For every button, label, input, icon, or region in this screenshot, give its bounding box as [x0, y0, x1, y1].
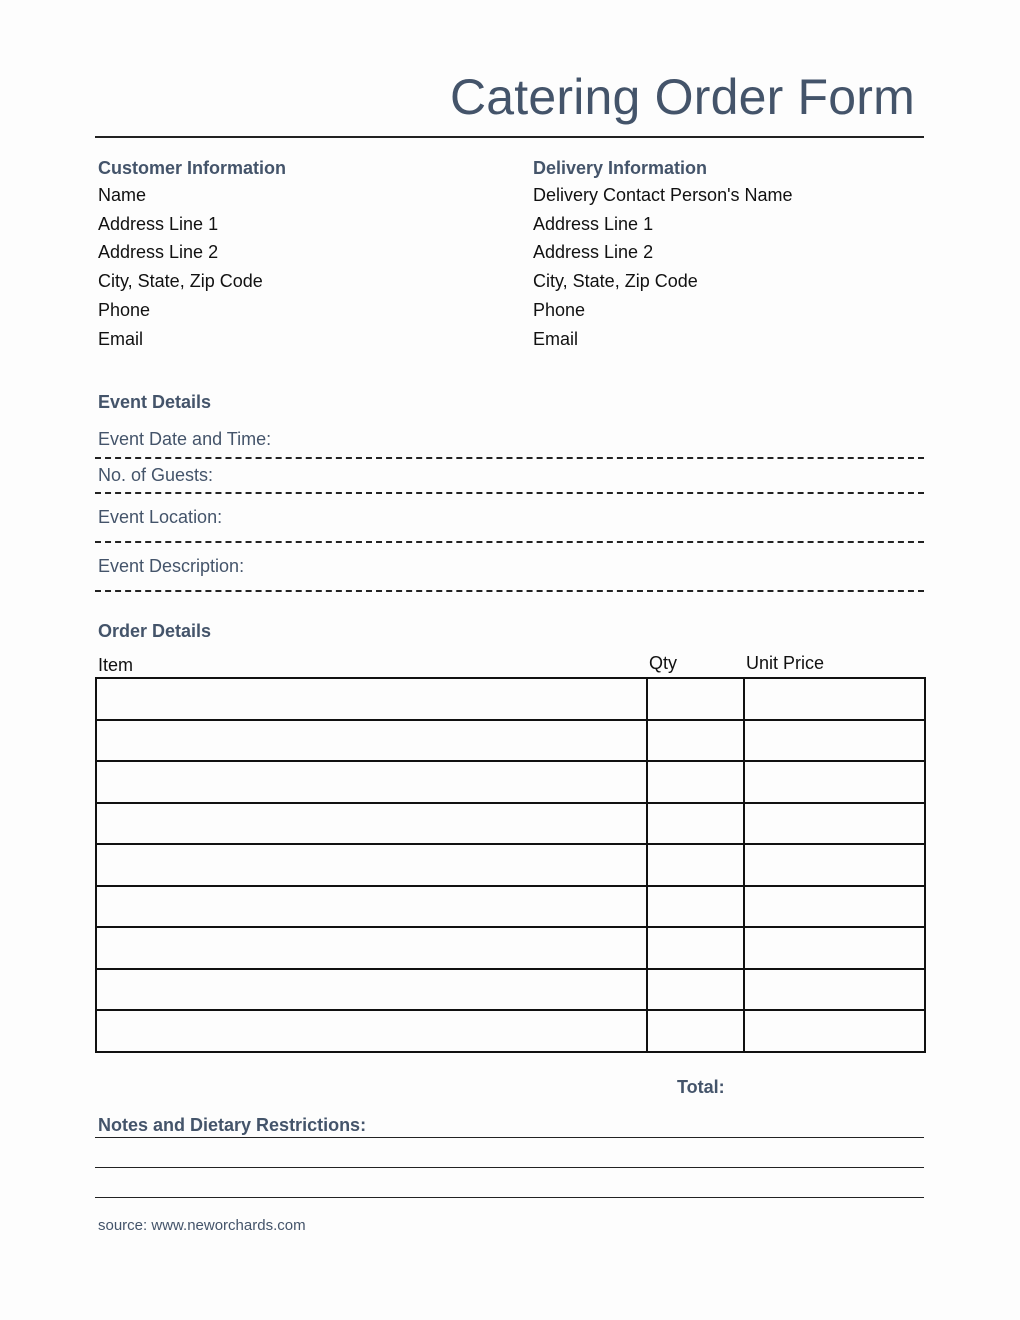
unit-price-cell[interactable] — [744, 678, 925, 720]
notes-line-1[interactable] — [95, 1137, 924, 1138]
table-row — [96, 969, 925, 1011]
notes-line-2[interactable] — [95, 1167, 924, 1168]
table-row — [96, 844, 925, 886]
item-cell[interactable] — [96, 927, 647, 969]
qty-cell[interactable] — [647, 678, 744, 720]
item-cell[interactable] — [96, 761, 647, 803]
qty-cell[interactable] — [647, 761, 744, 803]
event-details-heading: Event Details — [98, 392, 212, 412]
delivery-contact-field[interactable]: Delivery Contact Person's Name — [533, 185, 793, 205]
item-cell[interactable] — [96, 678, 647, 720]
customer-name-field[interactable]: Name — [98, 185, 147, 205]
delivery-city-field[interactable]: City, State, Zip Code — [533, 271, 698, 291]
qty-column-header: Qty — [649, 653, 678, 673]
qty-cell[interactable] — [647, 720, 744, 762]
unit-price-cell[interactable] — [744, 720, 925, 762]
event-location-field[interactable]: Event Location: — [98, 507, 223, 527]
guest-count-field[interactable]: No. of Guests: — [98, 465, 214, 485]
guest-count-line — [95, 492, 924, 494]
table-row — [96, 927, 925, 969]
item-cell[interactable] — [96, 844, 647, 886]
unit-price-cell[interactable] — [744, 927, 925, 969]
order-details-heading: Order Details — [98, 621, 212, 641]
form-title: Catering Order Form — [449, 69, 915, 125]
unit-price-cell[interactable] — [744, 761, 925, 803]
notes-heading: Notes and Dietary Restrictions: — [98, 1115, 367, 1135]
customer-phone-field[interactable]: Phone — [98, 300, 151, 320]
notes-line-3[interactable] — [95, 1197, 924, 1198]
table-row — [96, 720, 925, 762]
table-row — [96, 803, 925, 845]
table-row — [96, 886, 925, 928]
unit-price-cell[interactable] — [744, 803, 925, 845]
event-location-line — [95, 541, 924, 543]
total-label: Total: — [677, 1077, 725, 1097]
item-column-header: Item — [98, 655, 134, 675]
qty-cell[interactable] — [647, 927, 744, 969]
delivery-address1-field[interactable]: Address Line 1 — [533, 214, 654, 234]
unit-price-cell[interactable] — [744, 844, 925, 886]
customer-address1-field[interactable]: Address Line 1 — [98, 214, 219, 234]
source-credit: source: www.neworchards.com — [98, 1217, 306, 1234]
item-cell[interactable] — [96, 720, 647, 762]
table-row — [96, 678, 925, 720]
delivery-address2-field[interactable]: Address Line 2 — [533, 242, 654, 262]
unit-price-cell[interactable] — [744, 886, 925, 928]
qty-cell[interactable] — [647, 803, 744, 845]
qty-cell[interactable] — [647, 844, 744, 886]
delivery-phone-field[interactable]: Phone — [533, 300, 586, 320]
table-row — [96, 761, 925, 803]
qty-cell[interactable] — [647, 969, 744, 1011]
item-cell[interactable] — [96, 803, 647, 845]
item-cell[interactable] — [96, 969, 647, 1011]
customer-city-field[interactable]: City, State, Zip Code — [98, 271, 263, 291]
event-date-time-line — [95, 457, 924, 459]
item-cell[interactable] — [96, 1010, 647, 1052]
qty-cell[interactable] — [647, 1010, 744, 1052]
unit-price-cell[interactable] — [744, 969, 925, 1011]
unit-price-cell[interactable] — [744, 1010, 925, 1052]
customer-info-heading: Customer Information — [98, 158, 287, 178]
event-description-line — [95, 590, 924, 592]
table-row — [96, 1010, 925, 1052]
customer-email-field[interactable]: Email — [98, 329, 144, 349]
unit-price-column-header: Unit Price — [746, 653, 825, 673]
item-cell[interactable] — [96, 886, 647, 928]
order-items-table — [95, 677, 926, 1053]
delivery-email-field[interactable]: Email — [533, 329, 579, 349]
event-date-time-field[interactable]: Event Date and Time: — [98, 429, 272, 449]
qty-cell[interactable] — [647, 886, 744, 928]
title-divider — [95, 136, 924, 138]
event-description-field[interactable]: Event Description: — [98, 556, 245, 576]
customer-address2-field[interactable]: Address Line 2 — [98, 242, 219, 262]
delivery-info-heading: Delivery Information — [533, 158, 708, 178]
